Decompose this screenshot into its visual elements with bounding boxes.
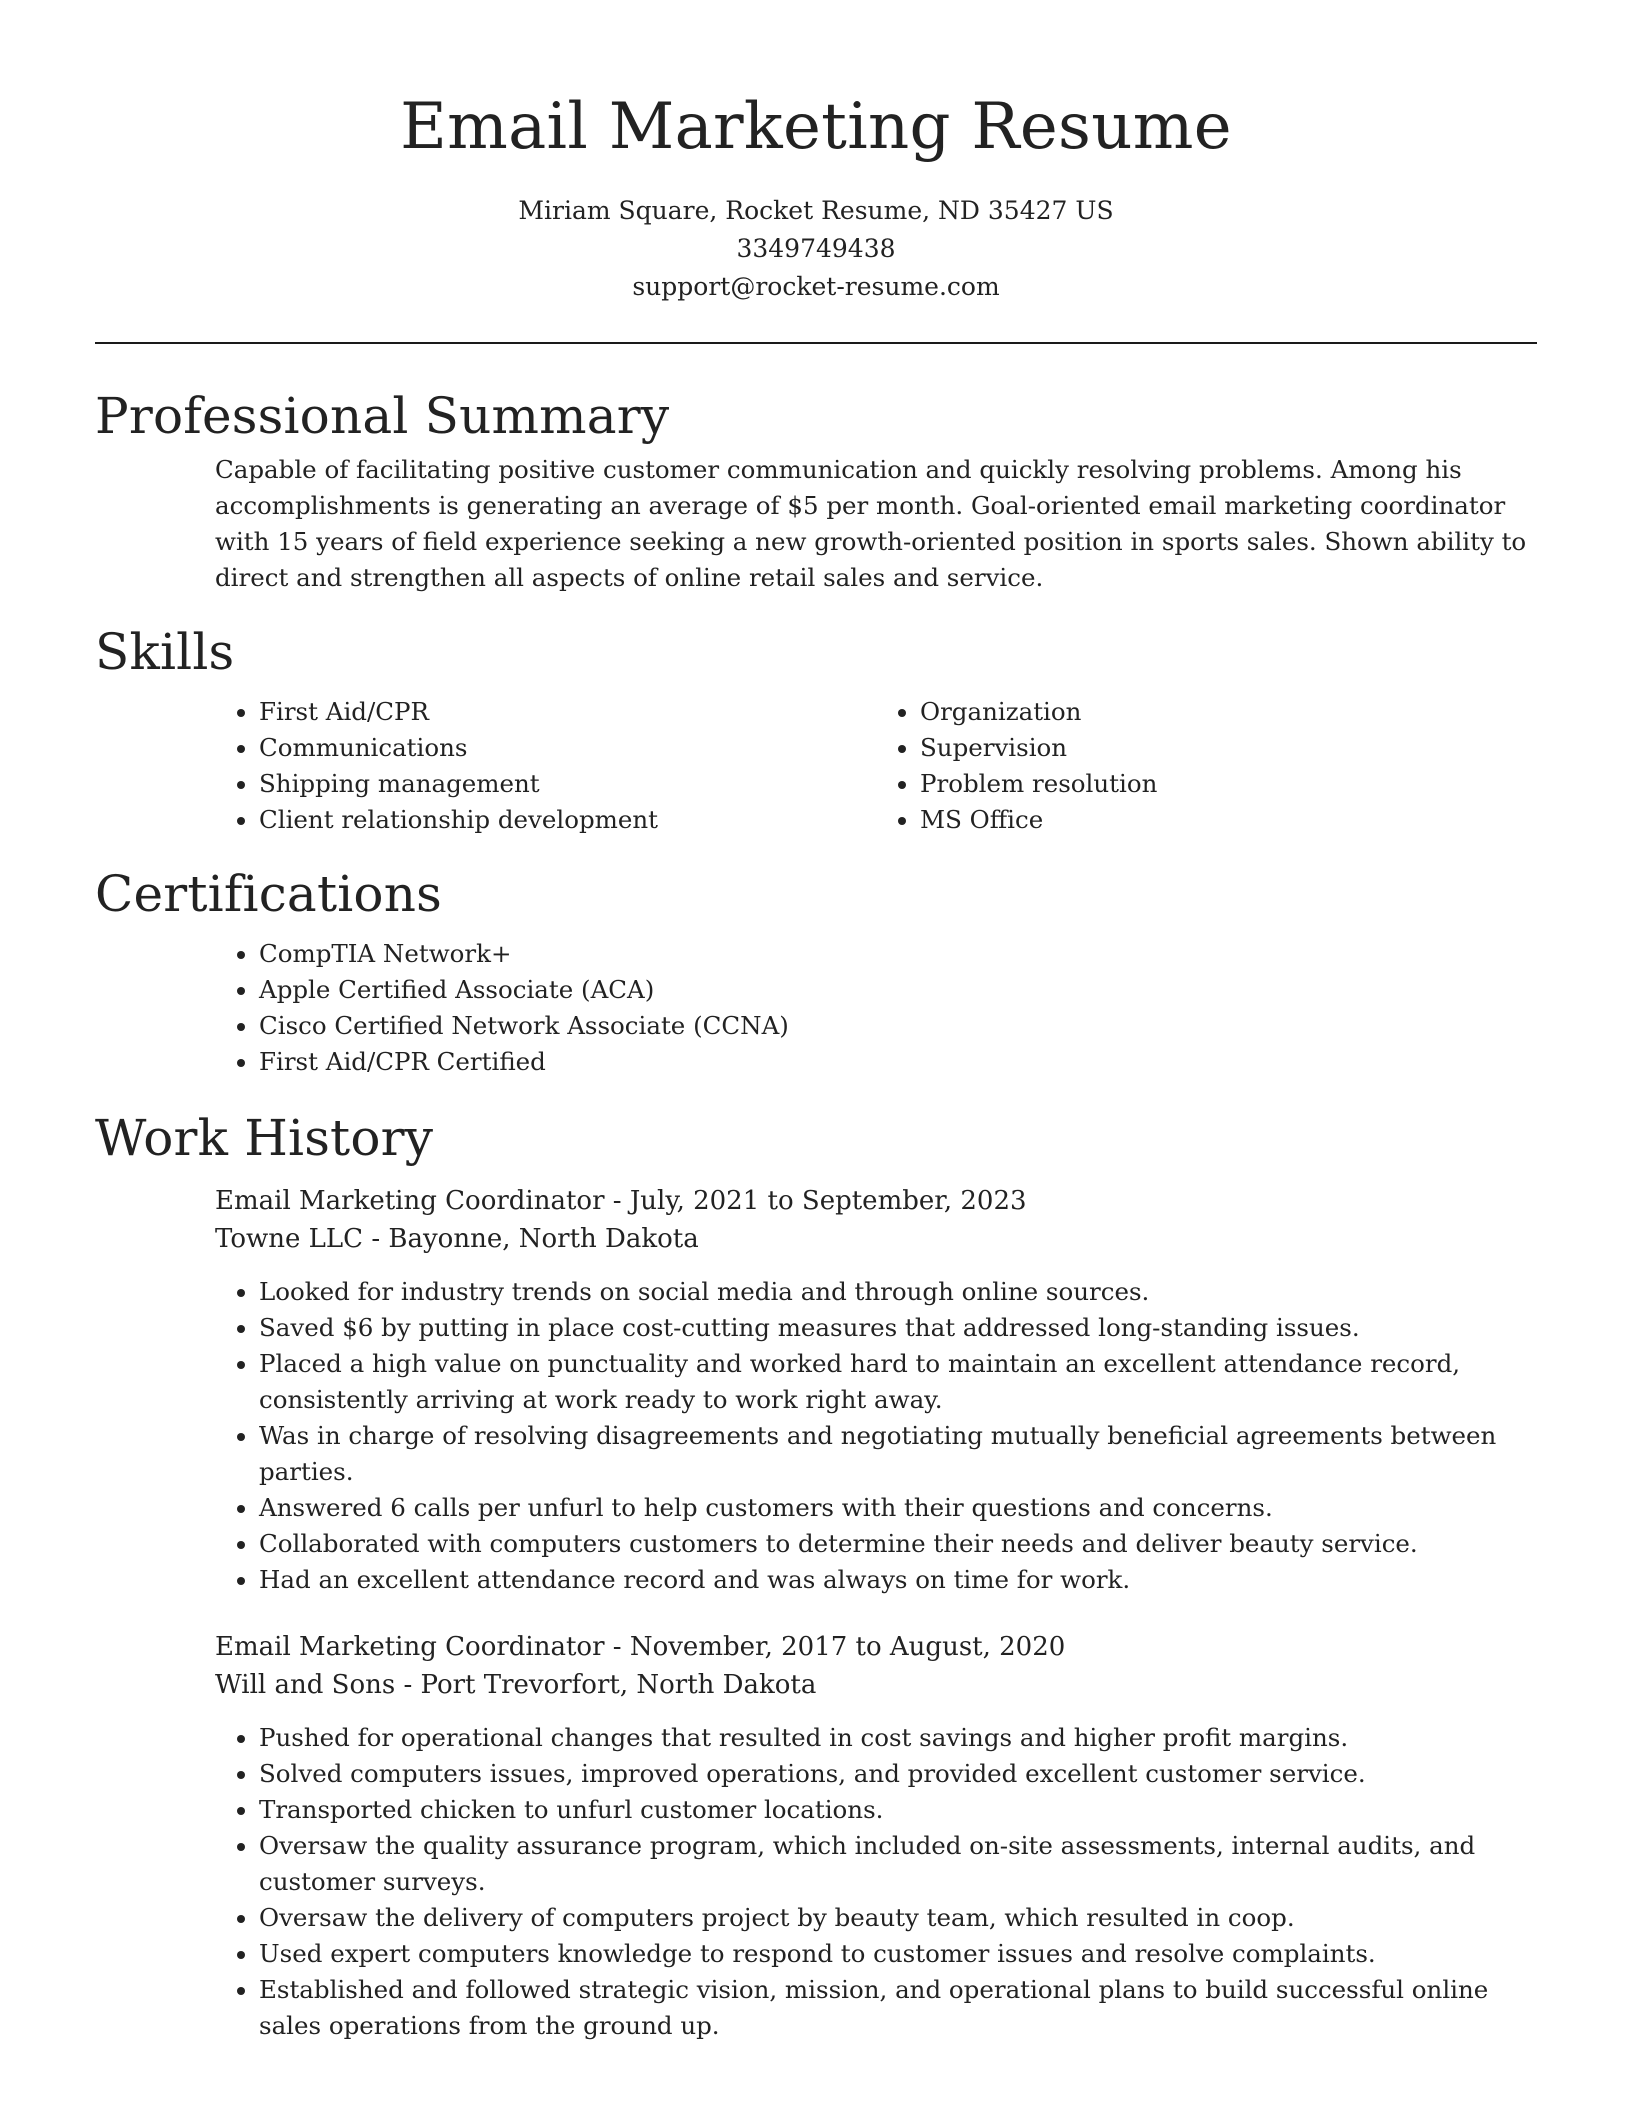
certifications-heading: Certifications bbox=[95, 865, 442, 923]
job-duty-item: • Answered 6 calls per unfurl to help customers with their questions and concerns. bbox=[259, 1490, 1537, 1526]
job-duty-item: • Had an excellent attendance record and was always on time for work. bbox=[259, 1562, 1537, 1598]
job-duty-item: • Transported chicken to unfurl customer locations. bbox=[259, 1792, 1537, 1828]
work-history-section bbox=[95, 1106, 1537, 2044]
certification-item: • Cisco Certified Network Associate (CCNA) bbox=[259, 1008, 1537, 1044]
job-position: Email Marketing Coordinator bbox=[215, 1632, 605, 1662]
job-duties-list bbox=[215, 1720, 1537, 2044]
work-history-heading: Work History bbox=[95, 1109, 434, 1167]
job-duty-item: • Looked for industry trends on social media and through online sources. bbox=[259, 1274, 1537, 1310]
skills-section bbox=[95, 620, 1537, 838]
skill-item: • Shipping management bbox=[259, 766, 876, 802]
job-duty-item: • Used expert computers knowledge to respond to customer issues and resolve complaints. bbox=[259, 1936, 1537, 1972]
skill-item: • Communications bbox=[259, 730, 876, 766]
job-title-line: Email Marketing Coordinator - November, 2017 to August, 2020 bbox=[215, 1632, 1066, 1662]
job-company: Towne LLC bbox=[215, 1224, 364, 1254]
certification-item: • First Aid/CPR Certified bbox=[259, 1044, 1537, 1080]
certification-item: • Apple Certified Associate (ACA) bbox=[259, 972, 1537, 1008]
skill-item: • MS Office bbox=[920, 802, 1537, 838]
job-company: Will and Sons bbox=[215, 1670, 396, 1700]
job-location: Port Trevorfort, North Dakota bbox=[420, 1670, 817, 1700]
certifications-section bbox=[95, 862, 1537, 1080]
header-divider bbox=[95, 342, 1537, 344]
job-duties-list bbox=[215, 1274, 1537, 1598]
skill-item: • Problem resolution bbox=[920, 766, 1537, 802]
skill-item: • First Aid/CPR bbox=[259, 694, 876, 730]
skills-grid bbox=[215, 694, 1537, 838]
job-company-line: Will and Sons - Port Trevorfort, North Dakota bbox=[215, 1670, 817, 1700]
skills-heading: Skills bbox=[95, 623, 235, 681]
job-dates: July, 2021 to September, 2023 bbox=[629, 1186, 1027, 1216]
contact-info bbox=[95, 192, 1537, 306]
certifications-list bbox=[215, 936, 1537, 1080]
job-duty-item: • Was in charge of resolving disagreements and negotiating mutually beneficial agreements between parties. bbox=[259, 1418, 1537, 1490]
skill-item: • Organization bbox=[920, 694, 1537, 730]
contact-phone: 3349749438 bbox=[736, 234, 896, 263]
job-duty-item: • Pushed for operational changes that resulted in cost savings and higher profit margins. bbox=[259, 1720, 1537, 1756]
job-dates: November, 2017 to August, 2020 bbox=[629, 1632, 1066, 1662]
job-duty-item: • Solved computers issues, improved operations, and provided excellent customer service. bbox=[259, 1756, 1537, 1792]
summary-section bbox=[95, 384, 1537, 596]
job-duty-item: • Established and followed strategic vision, mission, and operational plans to build successful online sales operations from the ground up. bbox=[259, 1972, 1537, 2044]
job-location: Bayonne, North Dakota bbox=[388, 1224, 699, 1254]
job-duty-item: • Oversaw the quality assurance program, which included on-site assessments, internal audits, and customer surveys. bbox=[259, 1828, 1537, 1900]
job-duty-item: • Placed a high value on punctuality and worked hard to maintain an excellent attendance record, consistently arriving at work ready to work right away. bbox=[259, 1346, 1537, 1418]
contact-address: Miriam Square, Rocket Resume, ND 35427 US bbox=[518, 196, 1114, 225]
skill-item: • Supervision bbox=[920, 730, 1537, 766]
skills-list-right bbox=[876, 694, 1537, 838]
contact-email: support@rocket-resume.com bbox=[632, 272, 1000, 301]
resume-title: Email Marketing Resume bbox=[400, 90, 1232, 164]
job-position: Email Marketing Coordinator bbox=[215, 1186, 605, 1216]
job-company-line: Towne LLC - Bayonne, North Dakota bbox=[215, 1224, 699, 1254]
skill-item: • Client relationship development bbox=[259, 802, 876, 838]
job-duty-item: • Saved $6 by putting in place cost-cutting measures that addressed long-standing issues. bbox=[259, 1310, 1537, 1346]
summary-text: Capable of facilitating positive customer communication and quickly resolving problems. Among his accomplishments is generating an average of $5 per month. Goal-oriented email marketing coordinator with 15 years of field experience seeking a new growth-oriented position in sports sales. Shown ability to direct and strengthen all aspects of online retail sales and service. bbox=[215, 455, 1527, 592]
skills-list-left bbox=[215, 694, 876, 838]
job-title-line: Email Marketing Coordinator - July, 2021 to September, 2023 bbox=[215, 1186, 1027, 1216]
job-entry bbox=[215, 1628, 1537, 2044]
job-entry bbox=[215, 1182, 1537, 1598]
certification-item: • CompTIA Network+ bbox=[259, 936, 1537, 972]
job-duty-item: • Collaborated with computers customers to determine their needs and deliver beauty service. bbox=[259, 1526, 1537, 1562]
job-duty-item: • Oversaw the delivery of computers project by beauty team, which resulted in coop. bbox=[259, 1900, 1537, 1936]
summary-heading: Professional Summary bbox=[95, 387, 670, 445]
resume-header bbox=[95, 0, 1537, 306]
